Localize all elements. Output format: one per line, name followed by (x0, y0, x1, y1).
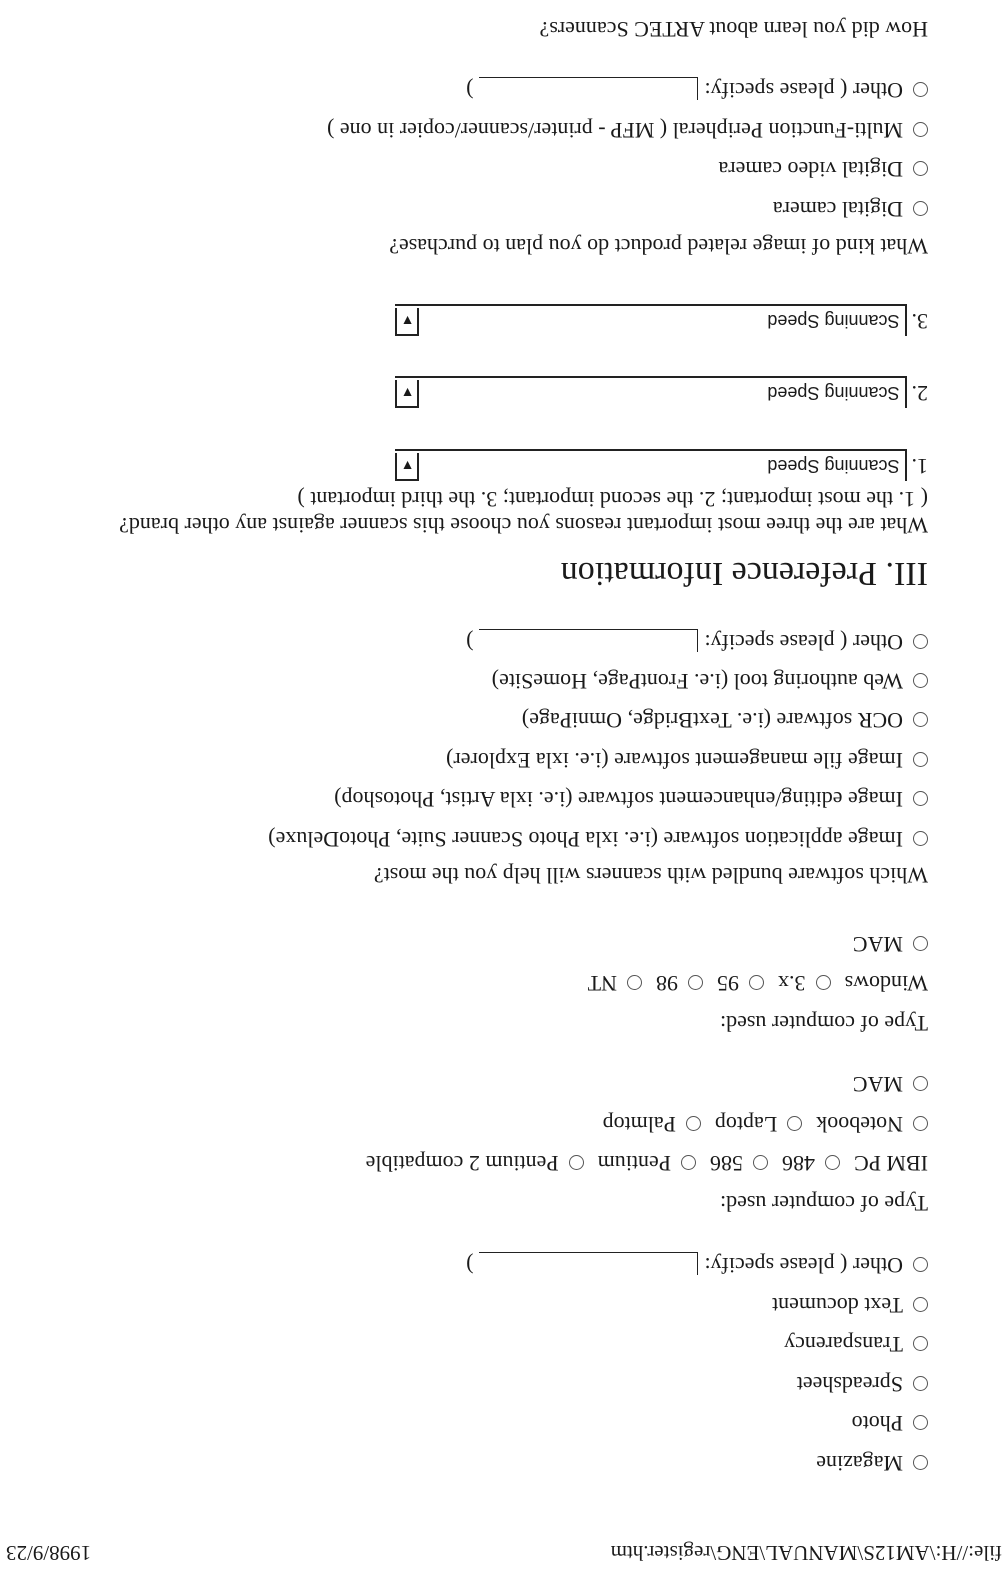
radio-button[interactable] (913, 1415, 928, 1430)
option-win-95[interactable]: 95 (717, 971, 764, 995)
rank-row: 2. Scanning Speed ▼ (396, 374, 929, 408)
list-item[interactable]: Digital camera (773, 197, 928, 221)
option-mac[interactable]: MAC (853, 1072, 928, 1096)
option-win-98[interactable]: 98 (656, 971, 703, 995)
list-item[interactable]: Image file management software (i.e. ixla Explorer) (446, 748, 928, 772)
radio-button[interactable] (913, 1257, 928, 1272)
ibm-pc-row: IBM PC486586PentiumPentium 2 compatible (365, 1151, 928, 1176)
list-item[interactable]: Image application software (i.e. ixla Photo Scanner Suite, PhotoDeluxe) (268, 827, 928, 851)
option-mac[interactable]: MAC (853, 932, 928, 956)
option-notebook[interactable]: Notebook (816, 1112, 928, 1136)
radio-button[interactable] (913, 1297, 928, 1312)
rank-row: 3. Scanning Speed ▼ (396, 302, 929, 336)
list-item[interactable]: Image editing/enhancement software (i.e. ixla Artist, Photoshop) (334, 787, 928, 811)
reasons-note: ( 1. the most important; 2. the second important; 3. the third important ) (297, 487, 928, 512)
windows-row: Windows3.x9598NT (587, 971, 928, 996)
reason-select[interactable]: Scanning Speed ▼ (396, 304, 908, 336)
list-item[interactable]: Web authoring tool (i.e. FrontPage, HomeSite) (492, 669, 928, 693)
radio-button[interactable] (913, 1455, 928, 1470)
option-laptop[interactable]: Laptop (715, 1112, 802, 1136)
list-item[interactable]: Spreadsheet (797, 1372, 928, 1396)
option-win-nt[interactable]: NT (588, 971, 642, 995)
dropdown-arrow-icon[interactable]: ▼ (396, 453, 420, 481)
rank-row: 1. Scanning Speed ▼ (396, 447, 929, 481)
option-palmtop[interactable]: Palmtop (603, 1112, 701, 1136)
list-item[interactable]: Transparency (784, 1332, 928, 1356)
list-item[interactable]: Text document (772, 1293, 928, 1317)
reason-select[interactable]: Scanning Speed ▼ (396, 449, 908, 481)
other-option[interactable]: Other ( please specify:) (466, 77, 928, 102)
other-input[interactable] (479, 1252, 698, 1275)
list-item[interactable]: OCR software (i.e. TextBridge, OmniPage) (522, 708, 928, 732)
computer-type-label: Type of computer used: (719, 1011, 928, 1036)
other-input[interactable] (479, 77, 698, 100)
radio-button[interactable] (913, 1336, 928, 1351)
dropdown-arrow-icon[interactable]: ▼ (396, 308, 420, 336)
portable-row (589, 1112, 928, 1136)
list-item[interactable]: Multi-Function Peripheral ( MFP - printer/scanner/copier in one ) (327, 118, 928, 142)
other-input[interactable] (479, 629, 698, 652)
reasons-question: What are the three most important reasons you choose this scanner against any other brand? (119, 513, 928, 538)
option-pentium[interactable]: Pentium (598, 1151, 696, 1175)
reason-select[interactable]: Scanning Speed ▼ (396, 376, 908, 408)
list-item[interactable]: Photo (852, 1411, 928, 1435)
file-path: file://H:\AM12S\MANUAL\ENG\register.htm (610, 1541, 1002, 1565)
purchase-question: What kind of image related product do you plan to purchase? (389, 234, 928, 259)
option-586[interactable]: 586 (710, 1151, 768, 1175)
option-pentium-2[interactable]: Pentium 2 compatible (366, 1151, 584, 1175)
other-option[interactable]: Other ( please specify:) (466, 629, 928, 654)
computer-type-label: Type of computer used: (719, 1191, 928, 1216)
list-item[interactable]: Magazine (816, 1451, 928, 1475)
dropdown-arrow-icon[interactable]: ▼ (396, 380, 420, 408)
option-486[interactable]: 486 (782, 1151, 840, 1175)
section-heading: III. Preference Information (560, 555, 928, 592)
radio-button[interactable] (913, 1376, 928, 1391)
learn-question: How did you learn about ARTEC Scanners? (539, 17, 928, 42)
print-date: 1998/9/23 (6, 1541, 92, 1565)
software-question: Which software bundled with scanners will help you the most? (373, 863, 928, 888)
other-option[interactable]: Other ( please specify:) (466, 1252, 928, 1277)
option-win-3x[interactable]: 3.x (778, 971, 831, 995)
list-item[interactable]: Digital video camera (719, 157, 928, 181)
